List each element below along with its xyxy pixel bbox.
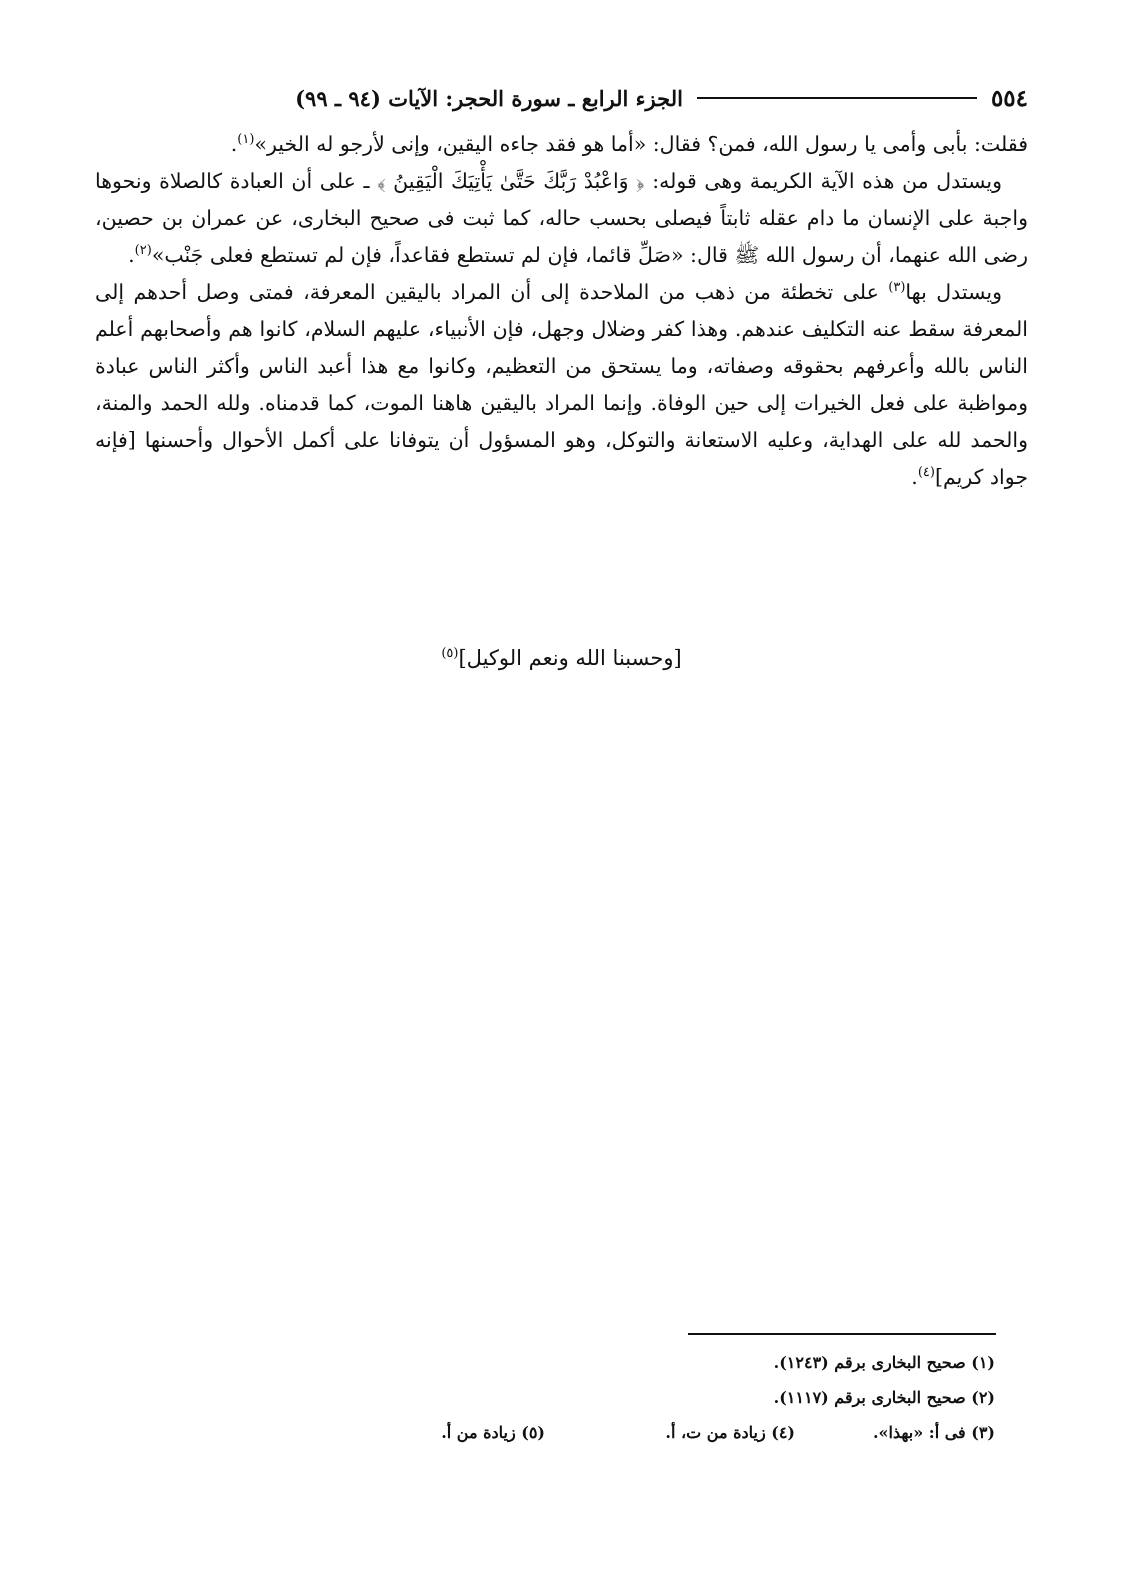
- paragraph-3: [95, 274, 1028, 496]
- paragraph-2: [95, 163, 1028, 274]
- footnote-rule: [688, 1333, 996, 1335]
- paragraph-1: [95, 126, 1028, 163]
- footnote-row: [95, 1418, 995, 1448]
- footnote-ref-4[interactable]: (٤): [917, 465, 935, 481]
- footnote-5: (٥) زيادة من أ.: [441, 1423, 545, 1442]
- footnotes: [95, 1348, 995, 1448]
- paragraph-1-text: فقلت: بأبى وأمى يا رسول الله، فمن؟ فقال: «أما هو فقد جاءه اليقين، وإنى لأرجو له الخير»: [254, 132, 1028, 156]
- footnote-ref-1[interactable]: (١): [237, 132, 255, 148]
- closing-line: [95, 646, 1028, 670]
- footnote-ref-5[interactable]: (٥): [441, 646, 459, 661]
- footnote-1: (١) صحيح البخارى برقم (١٢٤٣).: [773, 1353, 995, 1372]
- header-rule: [697, 97, 977, 99]
- paragraph-3-tail: .: [911, 465, 918, 489]
- paragraph-3-text: ويستدل بها: [905, 280, 1002, 304]
- page-header: [95, 78, 1028, 118]
- footnote-ref-2[interactable]: (٢): [134, 243, 152, 259]
- paragraph-1-tail: .: [230, 132, 238, 156]
- paragraph-3-body: على تخطئة من ذهب من الملاحدة إلى أن المراد باليقين المعرفة، فمتى وصل أحدهم إلى المعرفة سقط عنه التكليف عندهم. وهذا كفر وضلال وجهل، فإن الأنبياء، عليهم السلام، كانوا هم وأصحابهم أعلم الناس بالله وأعرفهم بحقوقه وصفاته، وما يستحق من التعظيم، وكانوا مع هذا أعبد الناس وأكثر الناس عبادة ومواظبة على فعل الخيرات إلى حين الوفاة. وإنما المراد باليقين هاهنا الموت، كما قدمناه. ولله الحمد والمنة، والحمد لله على الهداية، وعليه الاستعانة والتوكل، وهو المسؤول أن يتوفانا على أكمل الأحوال وأحسنها [فإنه جواد كريم]: [95, 280, 1028, 489]
- closing-text: [وحسبنا الله ونعم الوكيل]: [458, 646, 682, 670]
- paragraph-2-tail: .: [128, 243, 135, 267]
- footnote-3: (٣) فى أ: «بهذا».: [872, 1423, 995, 1442]
- footnote-ref-3[interactable]: (٣): [888, 280, 906, 296]
- running-title: الجزء الرابع ـ سورة الحجر: الآيات (٩٤ ـ ٩٩): [295, 85, 683, 111]
- footnote-2: (٢) صحيح البخارى برقم (١١١٧).: [773, 1388, 995, 1407]
- main-text: [95, 126, 1028, 496]
- page-number: ٥٥٤: [990, 84, 1028, 112]
- footnote-4: (٤) زيادة من ت، أ.: [665, 1423, 795, 1442]
- paragraph-2-text: ويستدل من هذه الآية الكريمة وهى قوله: ﴿ وَاعْبُدْ رَبَّكَ حَتَّىٰ يَأْتِيَكَ الْيَقِينُ ﴾ ـ على أن العبادة كالصلاة ونحوها واجبة على الإنسان ما دام عقله ثابتاً فيصلى بحسب حاله، كما ثبت فى صحيح البخارى، عن عمران بن حصين، رضى الله عنهما، أن رسول الله ﷺ قال: «صَلِّ قائما، فإن لم تستطع فقاعداً، فإن لم تستطع فعلى جَنْب»: [95, 169, 1028, 267]
